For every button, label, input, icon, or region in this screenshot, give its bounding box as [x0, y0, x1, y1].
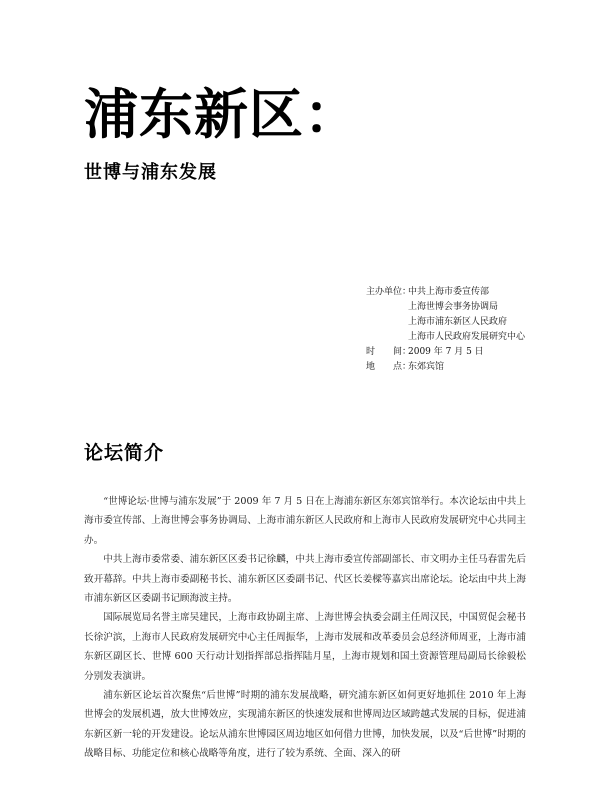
- organizer-row: [366, 330, 525, 345]
- organizer-row: [366, 285, 525, 300]
- forum-intro-body: [84, 492, 526, 764]
- time-label: 时 间：: [366, 347, 412, 357]
- organizer-3: 上海市浦东新区人民政府: [408, 317, 508, 327]
- organizer-2: 上海世博会事务协调局: [408, 302, 499, 312]
- paragraph: 国际展览局名誉主席吴建民，上海市政协副主席、上海世博会执委会副主任周汉民，中国贸促会秘书长徐沪滨，上海市人民政府发展研究中心主任周振华，上海市发展和改革委员会总经济师周亚，上海市浦东新区副区长、世博 600 天行动计划指挥部总指挥陆月星，上海市规划和国土资源管理局副局长徐毅松分别发表演讲。: [84, 612, 526, 682]
- paragraph: 浦东新区论坛首次聚焦“后世博”时期的浦东发展战略，研究浦东新区如何更好地抓住 2010 年上海世博会的发展机遇，放大世博效应，实现浦东新区的快速发展和世博周边区域跨越式发展的目标，促进浦东新区新一轮的开发建设。论坛从浦东世博园区周边地区如何借力世博，加快发展，以及“后世博”时期的战略目标、功能定位和核心战略等角度，进行了较为系统、全面、深入的研: [84, 690, 526, 760]
- place-label: 地 点：: [366, 362, 412, 372]
- section-heading: 论坛简介: [84, 442, 165, 464]
- subtitle: 世博与浦东发展: [84, 162, 217, 183]
- place-value: 东郊宾馆: [408, 362, 445, 372]
- time-value: 2009 年 7 月 5 日: [408, 347, 484, 357]
- place-row: [366, 360, 525, 375]
- organizer-row: [366, 315, 525, 330]
- organizer-row: [366, 300, 525, 315]
- organizers-label: 主办单位：: [366, 287, 412, 297]
- main-title: 浦东新区：: [84, 83, 359, 146]
- paragraph: 中共上海市委常委、浦东新区区委书记徐麟，中共上海市委宣传部副部长、市文明办主任马春雷先后致开幕辞。中共上海市委副秘书长、浦东新区区委副书记、代区长姜樑等嘉宾出席论坛。论坛由中共上海市浦东新区区委副书记顾海波主持。: [84, 554, 526, 605]
- paragraph: “世博论坛·世博与浦东发展”于 2009 年 7 月 5 日在上海浦东新区东郊宾馆举行。本次论坛由中共上海市委宣传部、上海世博会事务协调局、上海市浦东新区人民政府和上海市人民政府发展研究中心共同主办。: [84, 496, 526, 546]
- organizer-1: 中共上海市委宣传部: [408, 287, 490, 297]
- organizer-4: 上海市人民政府发展研究中心: [408, 332, 526, 342]
- event-info: [366, 285, 525, 375]
- time-row: [366, 345, 525, 360]
